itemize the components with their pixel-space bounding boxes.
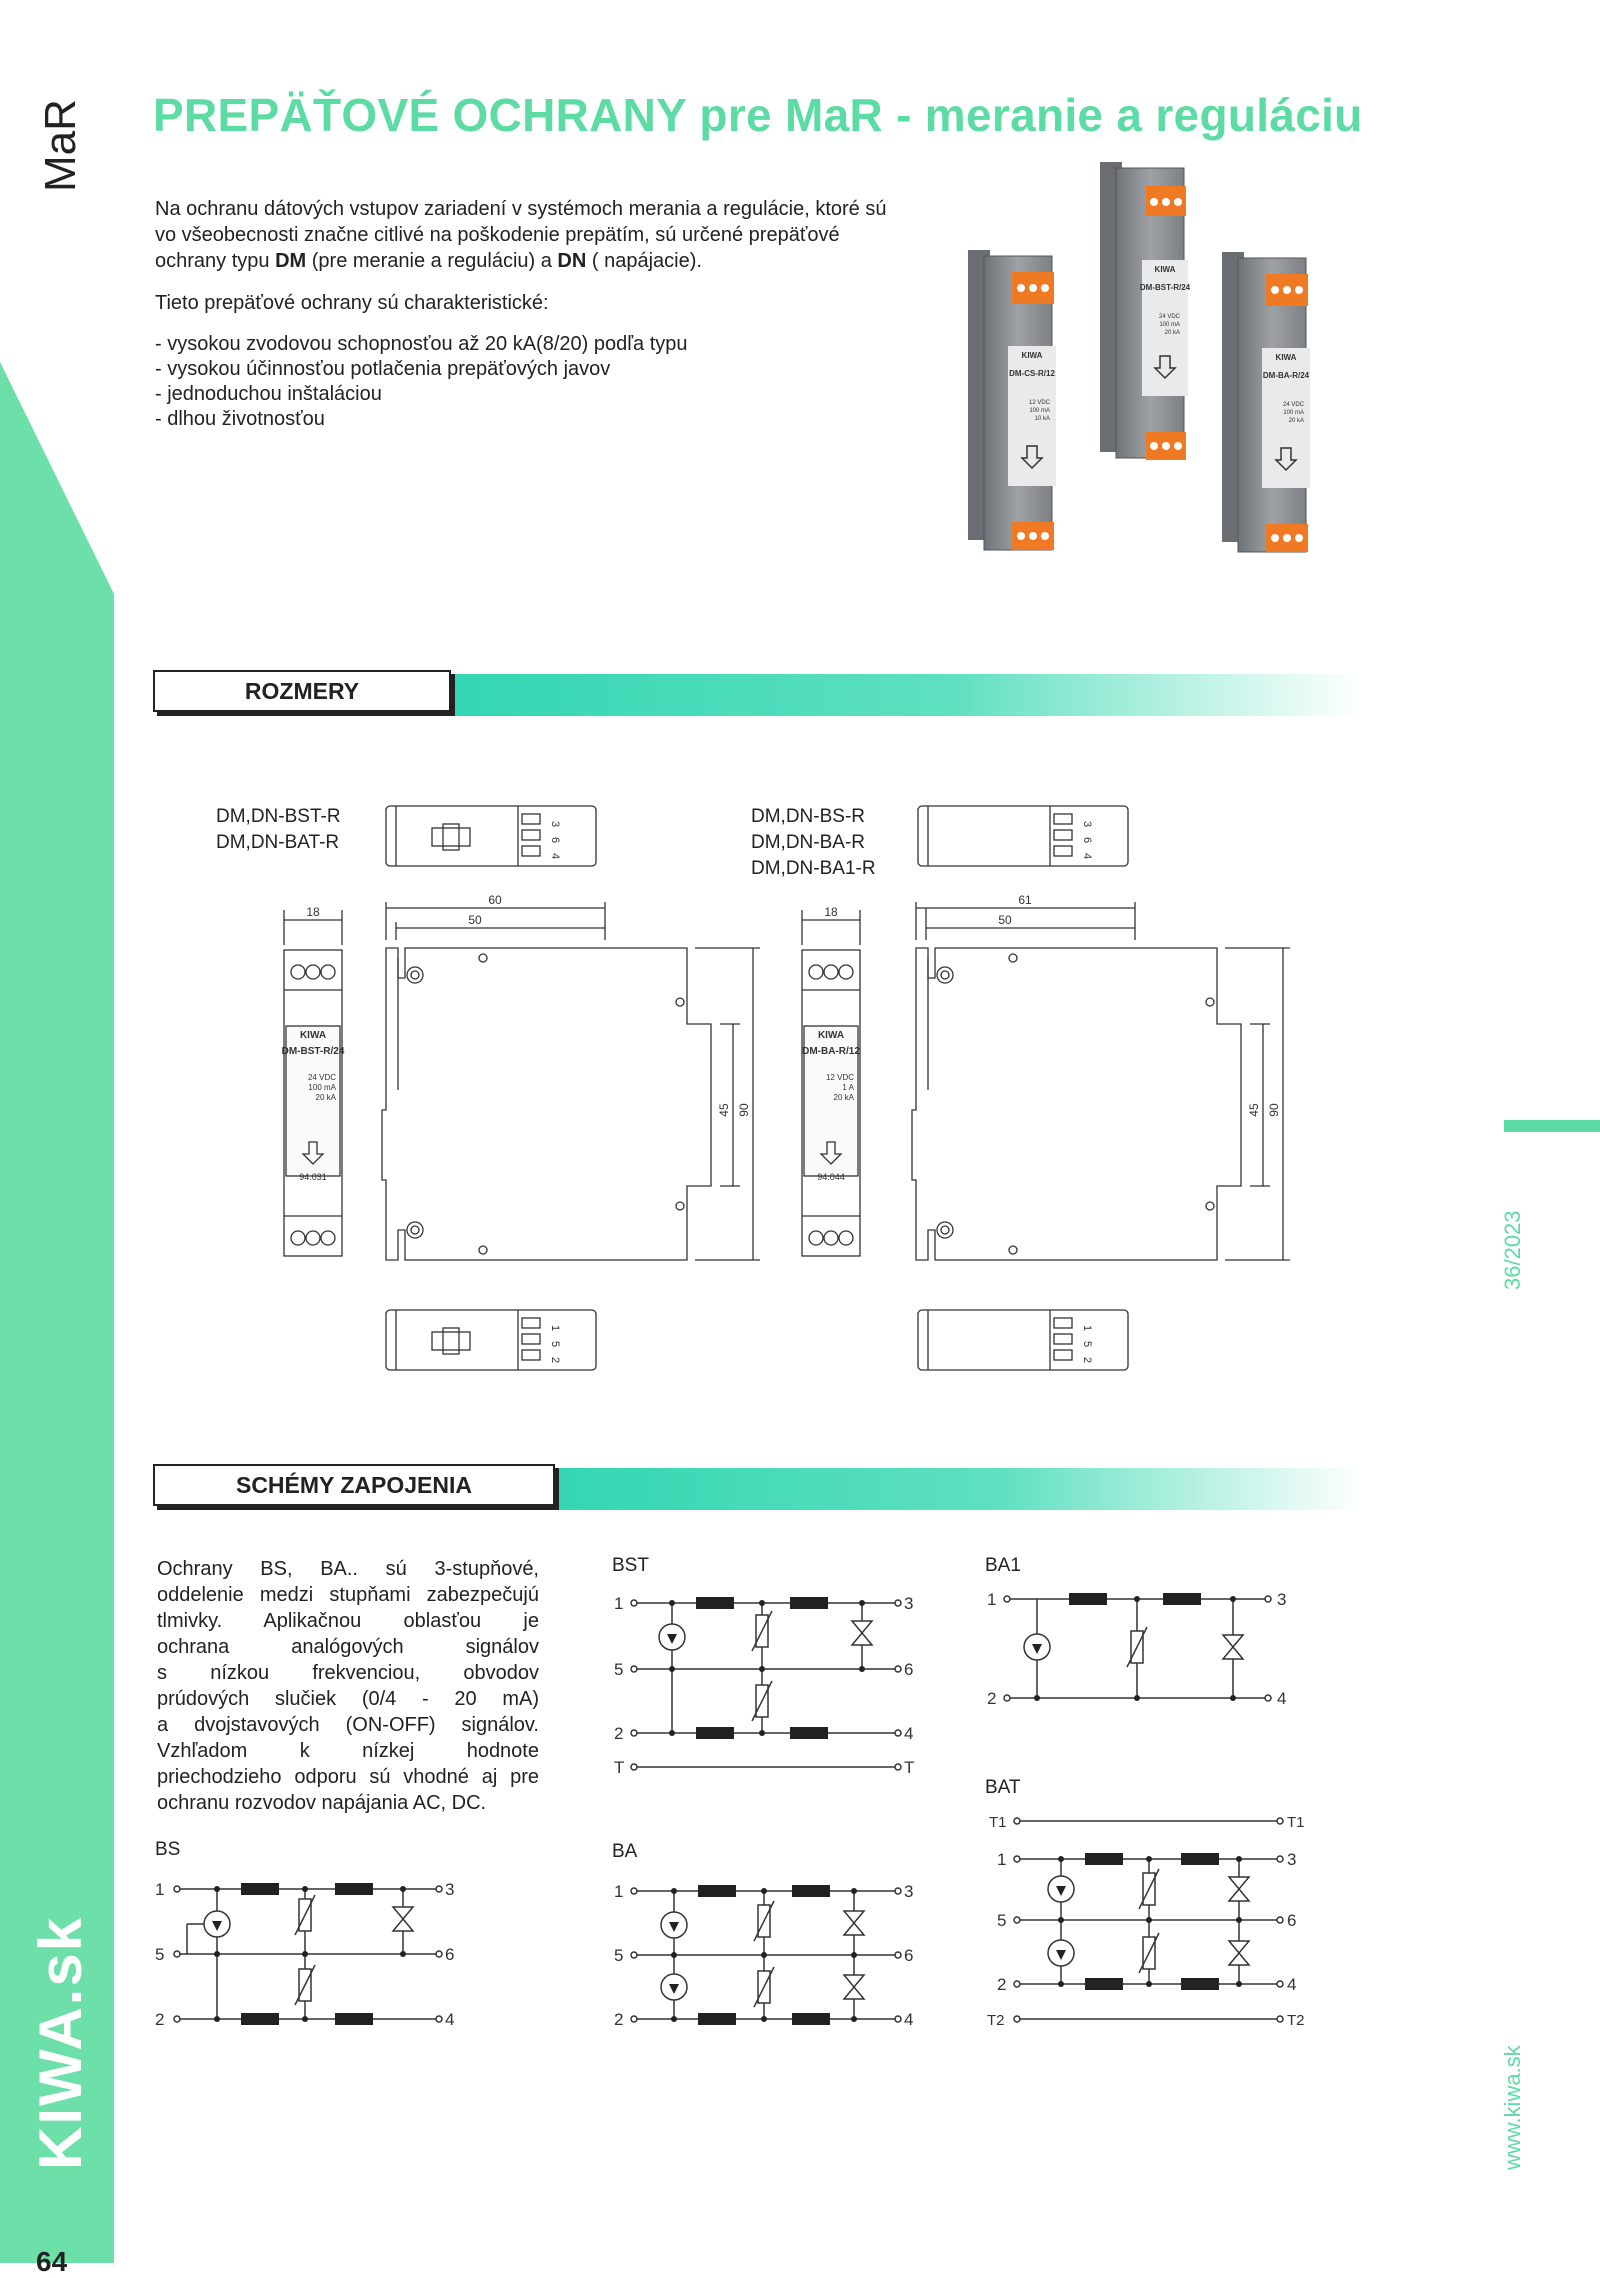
schema-bst: BST 1 5 2 T 3 6 4 T	[612, 1555, 915, 1777]
svg-text:6: 6	[549, 837, 561, 844]
svg-text:T: T	[614, 1758, 625, 1777]
svg-text:DM-CS-R/12: DM-CS-R/12	[1009, 369, 1055, 378]
section-label: MaR	[36, 99, 85, 192]
svg-text:DM-BA-R/24: DM-BA-R/24	[1262, 371, 1310, 380]
svg-text:KIWA: KIWA	[299, 1030, 327, 1041]
schemy-text: Ochrany BS, BA.. sú 3-stupňové, oddelenie medzi stupňami zabezpečujú tlmivky. Aplikačnou oblasťou je ochrana analógových signálov s nízkou frekvenciou, obvodov prúdových slučiek (0/4 - 20 mA) a dvojstavových (ON-OFF) signálov. Vzhľadom k nízkej hodnote priechodzieho odporu sú vhodné aj pre ochranu rozvodov napájania AC, DC.	[157, 1558, 539, 1814]
svg-text:1: 1	[1081, 1325, 1093, 1332]
svg-text:5: 5	[549, 1341, 561, 1348]
svg-text:1: 1	[549, 1325, 561, 1332]
svg-text:2: 2	[987, 1689, 997, 1708]
svg-text:T1: T1	[989, 1814, 1007, 1831]
svg-text:2: 2	[155, 2010, 165, 2029]
svg-text:94.044: 94.044	[817, 1172, 845, 1182]
svg-text:2: 2	[549, 1357, 561, 1364]
svg-text:3: 3	[1287, 1850, 1297, 1869]
page-number: 64	[36, 2246, 68, 2277]
svg-text:60: 60	[488, 893, 502, 907]
svg-text:50: 50	[998, 913, 1012, 927]
svg-text:20 kA: 20 kA	[1288, 418, 1304, 424]
svg-text:1: 1	[614, 1594, 624, 1613]
svg-text:6: 6	[904, 1946, 914, 1965]
svg-text:100 mA: 100 mA	[1283, 410, 1304, 416]
svg-text:3: 3	[904, 1594, 914, 1613]
intro-paragraph: Na ochranu dátových vstupov zariadení v systémoch merania a regulácie, ktoré sú vo všeobecnosti značne citlivé na poškodenie prepätím, sú určené prepäťové ochrany typu DM (pre meranie a reguláciu) a DN ( napájacie).	[155, 198, 887, 272]
product-ba	[1222, 252, 1310, 552]
svg-text:3: 3	[1277, 1590, 1287, 1609]
product-cs	[968, 250, 1056, 550]
svg-text:DM-BST-R/24: DM-BST-R/24	[1139, 283, 1191, 292]
page-title: PREPÄŤOVÉ OCHRANY pre MaR - meranie a reguláciu	[153, 89, 1363, 141]
svg-text:T2: T2	[1287, 2012, 1305, 2029]
svg-text:4: 4	[1277, 1689, 1287, 1708]
svg-text:4: 4	[1081, 853, 1093, 860]
list-item: - jednoduchou inštaláciou	[155, 383, 382, 405]
svg-text:2: 2	[614, 2010, 624, 2029]
right-accent-bar	[1504, 1120, 1600, 1132]
schemy-header: SCHÉMY ZAPOJENIA	[153, 1464, 1363, 1510]
feature-list	[155, 332, 903, 432]
svg-text:94.031: 94.031	[299, 1172, 327, 1182]
svg-text:61: 61	[1018, 893, 1032, 907]
rozmery-header: ROZMERY	[153, 670, 1363, 716]
svg-text:6: 6	[1287, 1911, 1297, 1930]
svg-text:6: 6	[1081, 837, 1093, 844]
svg-text:45: 45	[1247, 1103, 1261, 1117]
product-bst	[1100, 162, 1191, 460]
svg-text:1: 1	[614, 1882, 624, 1901]
svg-text:10 kA: 10 kA	[1034, 416, 1050, 422]
svg-text:6: 6	[904, 1660, 914, 1679]
svg-text:90: 90	[1267, 1103, 1281, 1117]
svg-text:DM-BA-R/12: DM-BA-R/12	[802, 1046, 860, 1057]
dimension-drawing	[200, 790, 1281, 1390]
svg-text:KIWA: KIWA	[1154, 265, 1176, 274]
intro-text	[155, 196, 903, 432]
schema-bat: BAT T1 1 5 2 T2 T1 3 6 4 T2	[985, 1777, 1305, 2029]
svg-text:KIWA: KIWA	[817, 1030, 845, 1041]
svg-text:24 VDC: 24 VDC	[1282, 402, 1304, 408]
svg-text:50: 50	[468, 913, 482, 927]
svg-text:3: 3	[445, 1880, 455, 1899]
svg-text:1: 1	[987, 1590, 997, 1609]
svg-text:12 VDC: 12 VDC	[825, 1073, 854, 1082]
svg-text:90: 90	[737, 1103, 751, 1117]
svg-text:20 kA: 20 kA	[833, 1093, 854, 1102]
list-item: - vysokou účinnosťou potlačenia prepäťových javov	[155, 358, 611, 380]
svg-text:5: 5	[1081, 1341, 1093, 1348]
svg-text:4: 4	[1287, 1975, 1297, 1994]
schema-bs: BS 1 5 2 3 6 4	[155, 1839, 455, 2029]
svg-text:2: 2	[614, 1724, 624, 1743]
svg-text:18: 18	[306, 905, 320, 919]
schema-ba: BA 1 5 2 3 6 4	[612, 1841, 914, 2029]
svg-text:4: 4	[445, 2010, 455, 2029]
svg-text:20 kA: 20 kA	[1164, 330, 1180, 336]
list-item: - vysokou zvodovou schopnosťou až 20 kA(8/20) podľa typu	[155, 333, 688, 355]
svg-text:4: 4	[904, 2010, 914, 2029]
svg-text:100 mA: 100 mA	[1159, 322, 1180, 328]
product-photo	[962, 160, 1342, 560]
svg-text:5: 5	[155, 1945, 165, 1964]
svg-text:DM-BST-R/24: DM-BST-R/24	[281, 1046, 345, 1057]
svg-text:4: 4	[549, 853, 561, 860]
svg-text:3: 3	[904, 1882, 914, 1901]
model-label: DM,DN-BS-R	[751, 806, 865, 827]
svg-text:3: 3	[1081, 821, 1093, 828]
model-label: DM,DN-BA1-R	[751, 858, 876, 879]
issue-label: 36/2023	[1500, 1210, 1525, 1290]
svg-text:5: 5	[614, 1946, 624, 1965]
svg-text:5: 5	[614, 1660, 624, 1679]
svg-text:6: 6	[445, 1945, 455, 1964]
intro-subheading: Tieto prepäťové ochrany sú charakteristické:	[155, 292, 549, 314]
website-label: www.kiwa.sk	[1500, 2045, 1525, 2170]
svg-text:T: T	[904, 1758, 915, 1777]
svg-text:100 mA: 100 mA	[1029, 408, 1050, 414]
svg-text:5: 5	[997, 1911, 1007, 1930]
svg-text:KIWA: KIWA	[1275, 353, 1297, 362]
svg-text:T1: T1	[1287, 1814, 1305, 1831]
svg-text:4: 4	[904, 1724, 914, 1743]
model-label: DM,DN-BA-R	[751, 832, 865, 853]
svg-text:KIWA: KIWA	[1021, 351, 1043, 360]
svg-text:T2: T2	[987, 2012, 1005, 2029]
svg-text:12 VDC: 12 VDC	[1028, 400, 1050, 406]
svg-text:18: 18	[824, 905, 838, 919]
svg-text:2: 2	[997, 1975, 1007, 1994]
model-label: DM,DN-BAT-R	[216, 832, 340, 853]
schema-ba1: BA1 1 2 3 4	[985, 1555, 1287, 1708]
svg-text:100 mA: 100 mA	[308, 1083, 336, 1092]
brand-logo: KIWA.sk	[27, 1915, 94, 2170]
svg-text:1: 1	[997, 1850, 1007, 1869]
svg-text:3: 3	[549, 821, 561, 828]
svg-text:1 A: 1 A	[842, 1083, 854, 1092]
svg-text:24 VDC: 24 VDC	[1158, 314, 1180, 320]
svg-text:45: 45	[717, 1103, 731, 1117]
svg-text:1: 1	[155, 1880, 165, 1899]
list-item: - dlhou životnosťou	[155, 408, 325, 430]
model-label: DM,DN-BST-R	[216, 806, 341, 827]
svg-text:24 VDC: 24 VDC	[307, 1073, 336, 1082]
svg-text:20 kA: 20 kA	[315, 1093, 336, 1102]
svg-text:2: 2	[1081, 1357, 1093, 1364]
